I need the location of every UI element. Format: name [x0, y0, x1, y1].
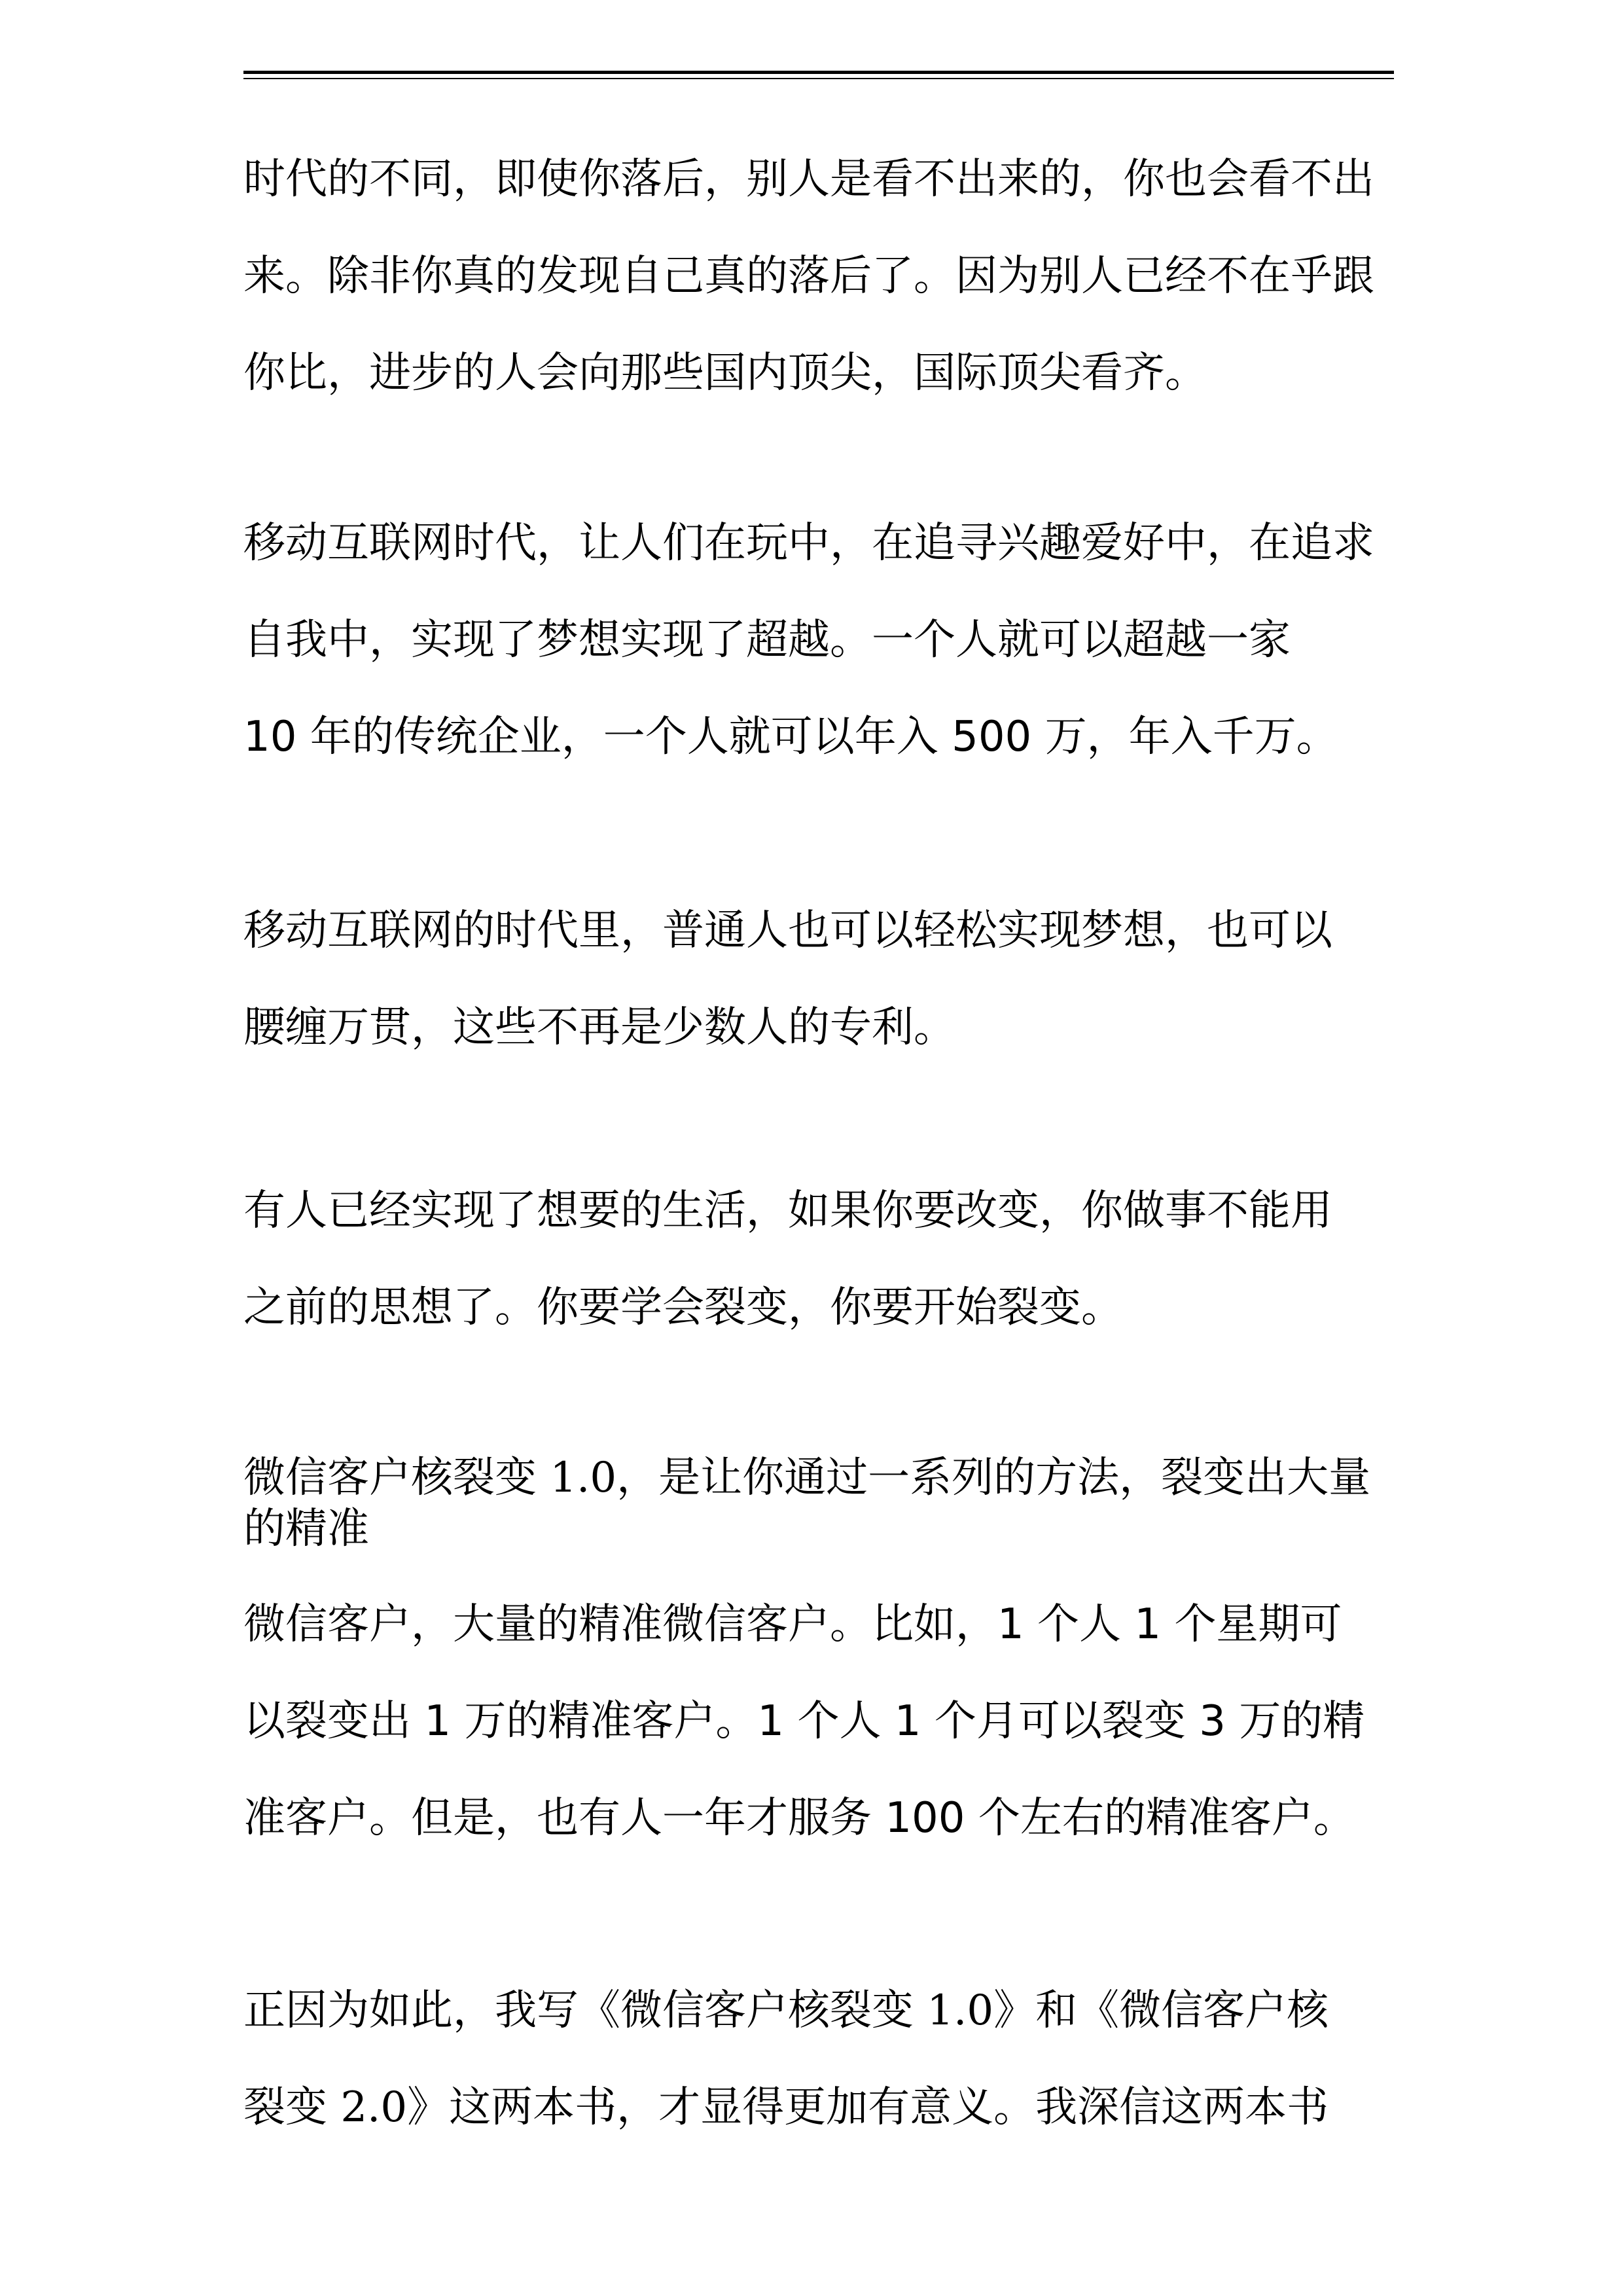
text-line: 自我中，实现了梦想实现了超越。一个人就可以超越一家: [243, 616, 1291, 664]
text-line: 10 年的传统企业，一个人就可以年入 500 万，年入千万。: [243, 713, 1338, 761]
header-rule-thin: [243, 78, 1394, 79]
text-line: 你比，进步的人会向那些国内顶尖，国际顶尖看齐。: [243, 349, 1207, 397]
text-line: 准客户。但是，也有人一年才服务 100 个左右的精准客户。: [243, 1794, 1355, 1842]
text-line: 之前的思想了。你要学会裂变，你要开始裂变。: [243, 1283, 1123, 1332]
text-line: 以裂变出 1 万的精准客户。1 个人 1 个月可以裂变 3 万的精: [243, 1697, 1365, 1746]
text-line: 移动互联网时代，让人们在玩中，在追寻兴趣爱好中，在追求: [243, 519, 1374, 567]
text-line: 时代的不同，即使你落后，别人是看不出来的，你也会看不出: [243, 155, 1374, 204]
text-line: 正因为如此，我写《微信客户核裂变 1.0》和《微信客户核: [243, 1986, 1329, 2035]
text-line: 移动互联网的时代里，普通人也可以轻松实现梦想，也可以: [243, 906, 1332, 955]
text-line: 微信客户核裂变 1.0，是让你通过一系列的方法，裂变出大量: [243, 1454, 1371, 1502]
text-line: 有人已经实现了想要的生活，如果你要改变，你做事不能用: [243, 1187, 1332, 1235]
text-line: 微信客户，大量的精准微信客户。比如，1 个人 1 个星期可: [243, 1600, 1342, 1649]
text-line: 的精准: [243, 1505, 369, 1553]
text-line: 腰缠万贯，这些不再是少数人的专利。: [243, 1003, 955, 1052]
text-line: 裂变 2.0》这两本书，才显得更加有意义。我深信这两本书: [243, 2083, 1329, 2132]
text-line: 来。除非你真的发现自己真的落后了。因为别人已经不在乎跟: [243, 252, 1374, 300]
header-rule-thick: [243, 71, 1394, 74]
